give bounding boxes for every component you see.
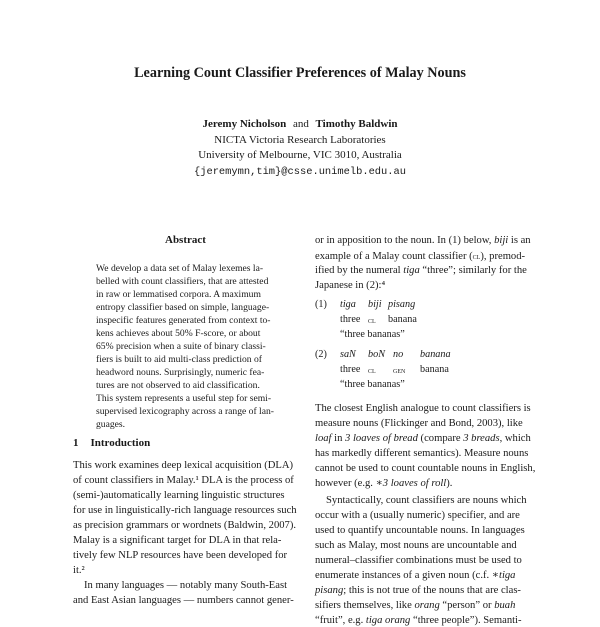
abstract-line: tures are not observed to aid classification.: [96, 380, 260, 391]
example-gloss: three: [340, 364, 361, 375]
text-run: or in apposition to the noun. In (1) below,: [315, 235, 495, 246]
text-run: example of a Malay count classifier (: [315, 251, 473, 262]
paper-title: Learning Count Classifier Preferences of Malay Nouns: [134, 65, 466, 81]
author-name: Timothy Baldwin: [315, 118, 398, 130]
example-word: no: [393, 349, 404, 360]
section-number: 1: [73, 437, 79, 449]
text-run: ified by the numeral: [315, 265, 404, 276]
emphasis: ∗3 loaves of roll: [375, 478, 447, 489]
body-line: measure nouns (Flickinger and Bond, 2003), like: [315, 418, 523, 429]
text-run: sifiers themselves, like: [315, 600, 415, 611]
text-run: ; this is not true of the nouns that are clas-: [343, 585, 521, 596]
body-line: such as Malay, most nouns are uncountable and: [315, 540, 517, 551]
emphasis: tiga orang: [365, 615, 411, 626]
body-line: [315, 600, 515, 612]
text-run: ).: [446, 478, 453, 489]
text-run: “three people”). Semanti-: [410, 615, 522, 626]
abstract-line: supervised lexicography across a range of lan-: [96, 406, 274, 417]
body-line: used to quantify uncountable nouns. In languages: [315, 525, 525, 536]
example-gloss: banana: [388, 314, 417, 325]
text-run: enumerate instances of a given noun (c.f.: [315, 570, 492, 581]
author-line: [0, 118, 600, 130]
abstract-line: headword nouns. Surprisingly, numeric fea-: [96, 367, 265, 378]
body-line: has markedly different semantics). Measure nouns: [315, 448, 529, 459]
affiliation: University of Melbourne, VIC 3010, Australia: [198, 149, 402, 161]
text-run: however (e.g.: [315, 478, 376, 489]
text-run: “fruit”, e.g.: [315, 615, 366, 626]
body-line: (semi-)automatically learning linguistic structures: [73, 490, 285, 501]
section-title: Introduction: [90, 437, 151, 449]
author-name: Jeremy Nicholson: [202, 118, 287, 130]
emphasis: tiga: [403, 265, 420, 276]
example-translation: “three bananas”: [340, 379, 405, 390]
emphasis: biji: [494, 235, 509, 246]
author-separator: and: [293, 118, 309, 130]
text-run: “three”; similarly for the: [419, 265, 527, 276]
example-word: boN: [368, 349, 385, 360]
body-line: This work examines deep lexical acquisition (DLA): [73, 460, 294, 471]
emphasis: buah: [494, 600, 516, 611]
body-line: [315, 265, 527, 277]
abstract-line: We develop a data set of Malay lexemes la-: [96, 263, 264, 274]
text-run: is an: [508, 235, 531, 246]
emphasis: loaf: [315, 433, 332, 444]
body-line: [315, 585, 521, 597]
example-gloss: cl: [368, 365, 376, 375]
example-gloss: banana: [420, 364, 449, 375]
text-run: in: [331, 433, 346, 444]
example-gloss: cl: [368, 315, 376, 325]
body-line: Japanese in (2):⁴: [315, 280, 386, 291]
affiliation: NICTA Victoria Research Laboratories: [214, 134, 386, 146]
body-line: The closest English analogue to count classifiers is: [315, 403, 531, 414]
emphasis: 3 breads: [463, 433, 500, 444]
emphasis: 3 loaves of bread: [345, 433, 418, 444]
abstract-line: in raw or lemmatised corpora. A maximum: [96, 289, 261, 300]
abstract-line: entropy classifier based on simple, language-: [96, 302, 270, 313]
example-gloss: gen: [393, 365, 406, 375]
abstract-line: kens achieves about 50% F-score, or about: [96, 328, 261, 339]
abstract-line: 65% precision when a suite of binary classi-: [96, 341, 266, 352]
text-run: , which: [499, 433, 531, 444]
example-label: (2): [315, 349, 327, 360]
example-word: biji: [368, 299, 382, 310]
body-line: numeral–classifier combinations must be used to: [315, 555, 522, 566]
body-line: of count classifiers in Malay.¹ DLA is the process of: [73, 475, 294, 486]
text-run: (compare: [417, 433, 464, 444]
body-line: Malay is a significant target for DLA in that rela-: [73, 535, 282, 546]
small-caps: cl: [472, 251, 481, 261]
body-line: tively few NLP resources have been developed for: [73, 550, 288, 561]
body-line: In many languages — notably many South-East: [84, 580, 288, 591]
section-heading: [73, 437, 150, 449]
text-run: ), premod-: [480, 251, 526, 262]
body-line: [315, 235, 531, 247]
example-word: banana: [420, 349, 451, 360]
abstract-line: inspecific features generated from context to-: [96, 315, 271, 326]
body-line: and East Asian languages — numbers cannot gener-: [73, 595, 294, 606]
emphasis: ∗tiga: [491, 570, 516, 581]
abstract-heading: Abstract: [165, 234, 206, 246]
body-line: [315, 570, 515, 582]
example-translation: “three bananas”: [340, 329, 405, 340]
body-line: for use in linguistically-rich language resources such: [73, 505, 297, 516]
body-line: Syntactically, count classifiers are nouns which: [326, 495, 527, 506]
text-run: “person” or: [439, 600, 495, 611]
body-line: as precision grammars or wordnets (Baldwin, 2007).: [73, 520, 297, 531]
example-label: (1): [315, 299, 327, 310]
body-line: [315, 478, 452, 490]
author-email: {jeremymn,tim}@csse.unimelb.edu.au: [193, 166, 406, 178]
abstract-line: fiers is built to aid multi-class prediction of: [96, 354, 262, 365]
body-line: occur with a (usually numeric) specifier, and are: [315, 510, 520, 521]
body-line: [315, 615, 522, 627]
abstract-line: This system represents a useful step for semi-: [96, 393, 272, 404]
example-gloss: three: [340, 314, 361, 325]
body-line: cannot be used to count countable nouns in English,: [315, 463, 536, 474]
example-word: tiga: [340, 299, 356, 310]
example-word: pisang: [388, 299, 416, 310]
emphasis: orang: [414, 600, 440, 611]
body-line: [315, 250, 525, 263]
body-line: it.²: [73, 565, 85, 576]
abstract-line: belled with count classifiers, that are attested: [96, 276, 269, 287]
example-word: saN: [340, 349, 356, 360]
abstract-line: guages.: [96, 419, 126, 430]
emphasis: pisang: [315, 585, 344, 596]
body-line: [315, 433, 531, 445]
